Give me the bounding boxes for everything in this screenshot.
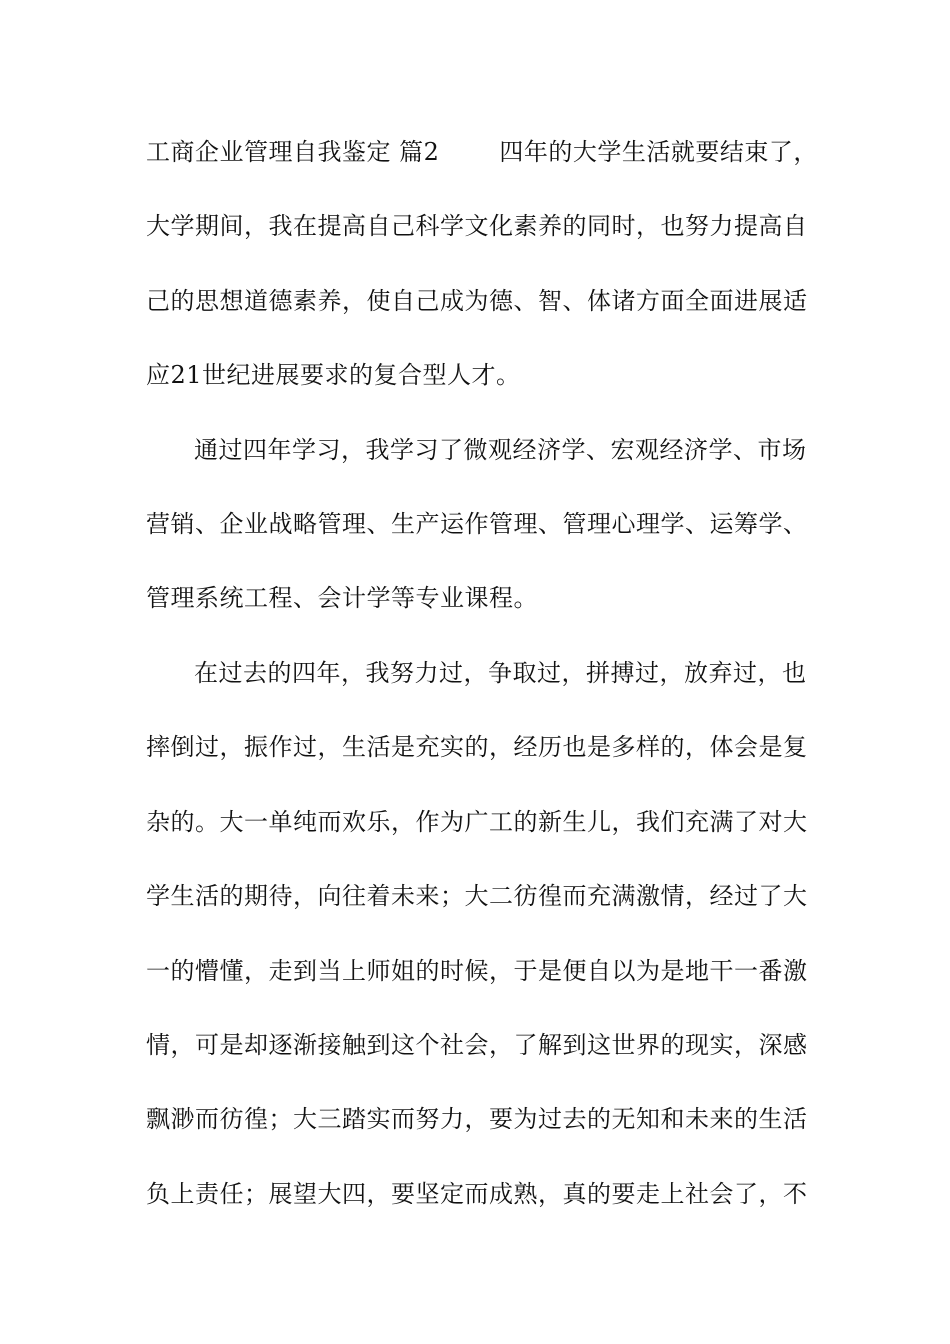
document-line-5: 通过四年学习，我学习了微观经济学、宏观经济学、市场 — [194, 436, 807, 464]
document-line-7: 管理系统工程、会计学等专业课程。 — [146, 584, 538, 612]
document-line-11: 学生活的期待，向往着未来；大二彷徨而充满激情，经过了大 — [146, 882, 808, 910]
document-line-14: 飘渺而彷徨；大三踏实而努力，要为过去的无知和未来的生活 — [146, 1105, 808, 1133]
document-line-3: 己的思想道德素养，使自己成为德、智、体诸方面全面进展适 — [146, 287, 808, 315]
section-heading: 工商企业管理自我鉴定 篇2 — [146, 138, 440, 166]
paragraph-text: 四年的大学生活就要结束了， — [499, 138, 818, 166]
document-line-9: 摔倒过，振作过，生活是充实的，经历也是多样的，体会是复 — [146, 733, 808, 761]
document-line-13: 情，可是却逐渐接触到这个社会，了解到这世界的现实，深感 — [146, 1031, 808, 1059]
document-line-10: 杂的。大一单纯而欢乐，作为广工的新生儿，我们充满了对大 — [146, 808, 808, 836]
document-line-1 — [146, 132, 818, 172]
document-line-15: 负上责任；展望大四，要坚定而成熟，真的要走上社会了，不 — [146, 1180, 808, 1208]
document-line-12: 一的懵懂，走到当上师姐的时候，于是便自以为是地干一番激 — [146, 957, 808, 985]
document-line-6: 营销、企业战略管理、生产运作管理、管理心理学、运筹学、 — [146, 510, 808, 538]
document-line-2: 大学期间，我在提高自己科学文化素养的同时，也努力提高自 — [146, 212, 808, 240]
document-line-8: 在过去的四年，我努力过，争取过，拼搏过，放弃过，也 — [194, 659, 807, 687]
document-line-4: 应21世纪进展要求的复合型人才。 — [146, 361, 521, 389]
